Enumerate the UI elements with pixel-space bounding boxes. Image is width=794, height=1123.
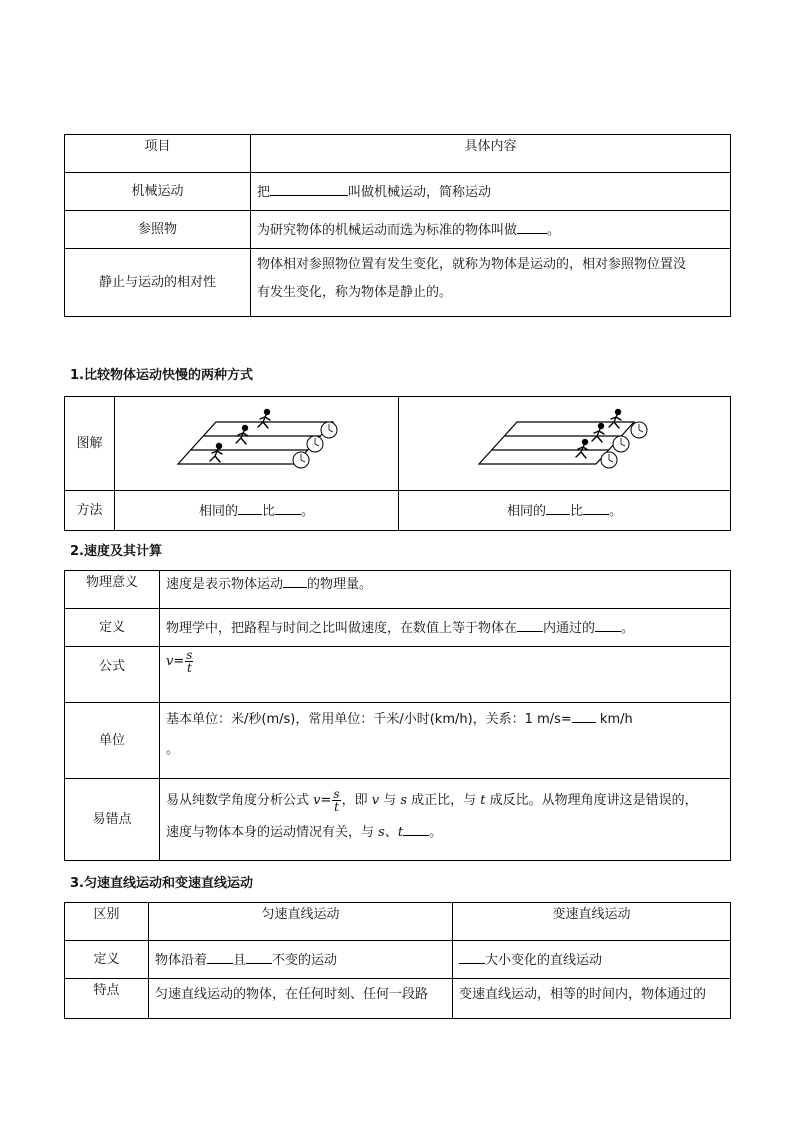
fill-blank <box>246 949 272 964</box>
header-content: 具体内容 <box>251 135 731 173</box>
fill-blank <box>517 617 543 632</box>
fill-blank <box>207 949 233 964</box>
row-label-unit: 单位 <box>65 703 160 779</box>
fill-blank <box>283 573 307 588</box>
compare-speed-table <box>64 396 731 531</box>
fill-blank <box>403 821 429 836</box>
row-label-relativity: 静止与运动的相对性 <box>65 249 251 317</box>
section3-heading: 3.匀速直线运动和变速直线运动 <box>70 876 253 891</box>
row-content-pitfall: 易从纯数学角度分析公式 v= $\frac{s}{t}$ ，即 v 与 s 成正比，与 t 成反比。从物理角度讲这是错误的， 速度与物体本身的运动情况有关，与 s、t 。 <box>160 779 731 861</box>
row-label-pitfall: 易错点 <box>65 779 160 861</box>
runners-same-distance-diagram <box>399 398 729 490</box>
header-variable: 变速直线运动 <box>453 903 731 941</box>
fill-blank <box>583 500 609 515</box>
fill-blank <box>270 181 348 196</box>
stopwatch-icon <box>293 422 337 468</box>
header-uniform: 匀速直线运动 <box>149 903 453 941</box>
runners-same-time-diagram <box>115 398 397 490</box>
row-content-reference-object: 为研究物体的机械运动而选为标准的物体叫做 。 <box>251 211 731 249</box>
diagram-same-distance <box>399 397 731 491</box>
row-label-formula: 公式 <box>65 647 160 703</box>
section1-heading: 1.比较物体运动快慢的两种方式 <box>70 368 253 383</box>
uniform-definition: 物体沿着 且 不变的运动 <box>149 941 453 979</box>
row-label-meaning: 物理意义 <box>65 571 160 609</box>
header-item: 项目 <box>65 135 251 173</box>
diagram-same-time <box>115 397 399 491</box>
method-same-distance: 相同的 比 。 <box>399 491 731 531</box>
stopwatch-icon <box>601 422 647 468</box>
pitfall-formula-fraction: $\frac{s}{t}$ <box>333 787 340 814</box>
fill-blank <box>459 949 485 964</box>
row-label-reference-object: 参照物 <box>65 211 251 249</box>
motion-table <box>64 134 731 317</box>
header-difference: 区别 <box>65 903 149 941</box>
fill-blank <box>546 500 570 515</box>
fill-blank <box>275 500 301 515</box>
row-content-unit: 基本单位：米/秒(m/s)，常用单位：千米/小时(km/h)，关系：1 m/s= km/h 。 <box>160 703 731 779</box>
row-label-diagram: 图解 <box>65 397 115 491</box>
row-content-meaning: 速度是表示物体运动 的物理量。 <box>160 571 731 609</box>
fill-blank <box>572 708 596 723</box>
row-content-relativity: 物体相对参照物位置有发生变化，就称为物体是运动的，相对参照物位置没 有发生变化，称为物体是静止的。 <box>251 249 731 317</box>
speed-formula-fraction: $\frac{s}{t}$ <box>186 648 193 675</box>
linear-motion-table <box>64 902 731 1019</box>
row-label-mechanical-motion: 机械运动 <box>65 173 251 211</box>
row-label-definition: 定义 <box>65 941 149 979</box>
fill-blank <box>238 500 262 515</box>
section2-heading: 2.速度及其计算 <box>70 544 162 559</box>
method-same-time: 相同的 比 。 <box>115 491 399 531</box>
variable-feature: 变速直线运动，相等的时间内，物体通过的 <box>453 979 731 1019</box>
speed-table <box>64 570 731 861</box>
row-content-definition: 物理学中，把路程与时间之比叫做速度，在数值上等于物体在 内通过的 。 <box>160 609 731 647</box>
row-content-mechanical-motion: 把 叫做机械运动，简称运动 <box>251 173 731 211</box>
fill-blank <box>517 219 547 234</box>
variable-definition: 大小变化的直线运动 <box>453 941 731 979</box>
row-label-method: 方法 <box>65 491 115 531</box>
row-content-formula: v= $\frac{s}{t}$ <box>160 647 731 703</box>
fill-blank <box>595 617 621 632</box>
row-label-feature: 特点 <box>65 979 149 1019</box>
uniform-feature: 匀速直线运动的物体，在任何时刻、任何一段路 <box>149 979 453 1019</box>
runner-icon <box>576 409 621 458</box>
row-label-definition: 定义 <box>65 609 160 647</box>
